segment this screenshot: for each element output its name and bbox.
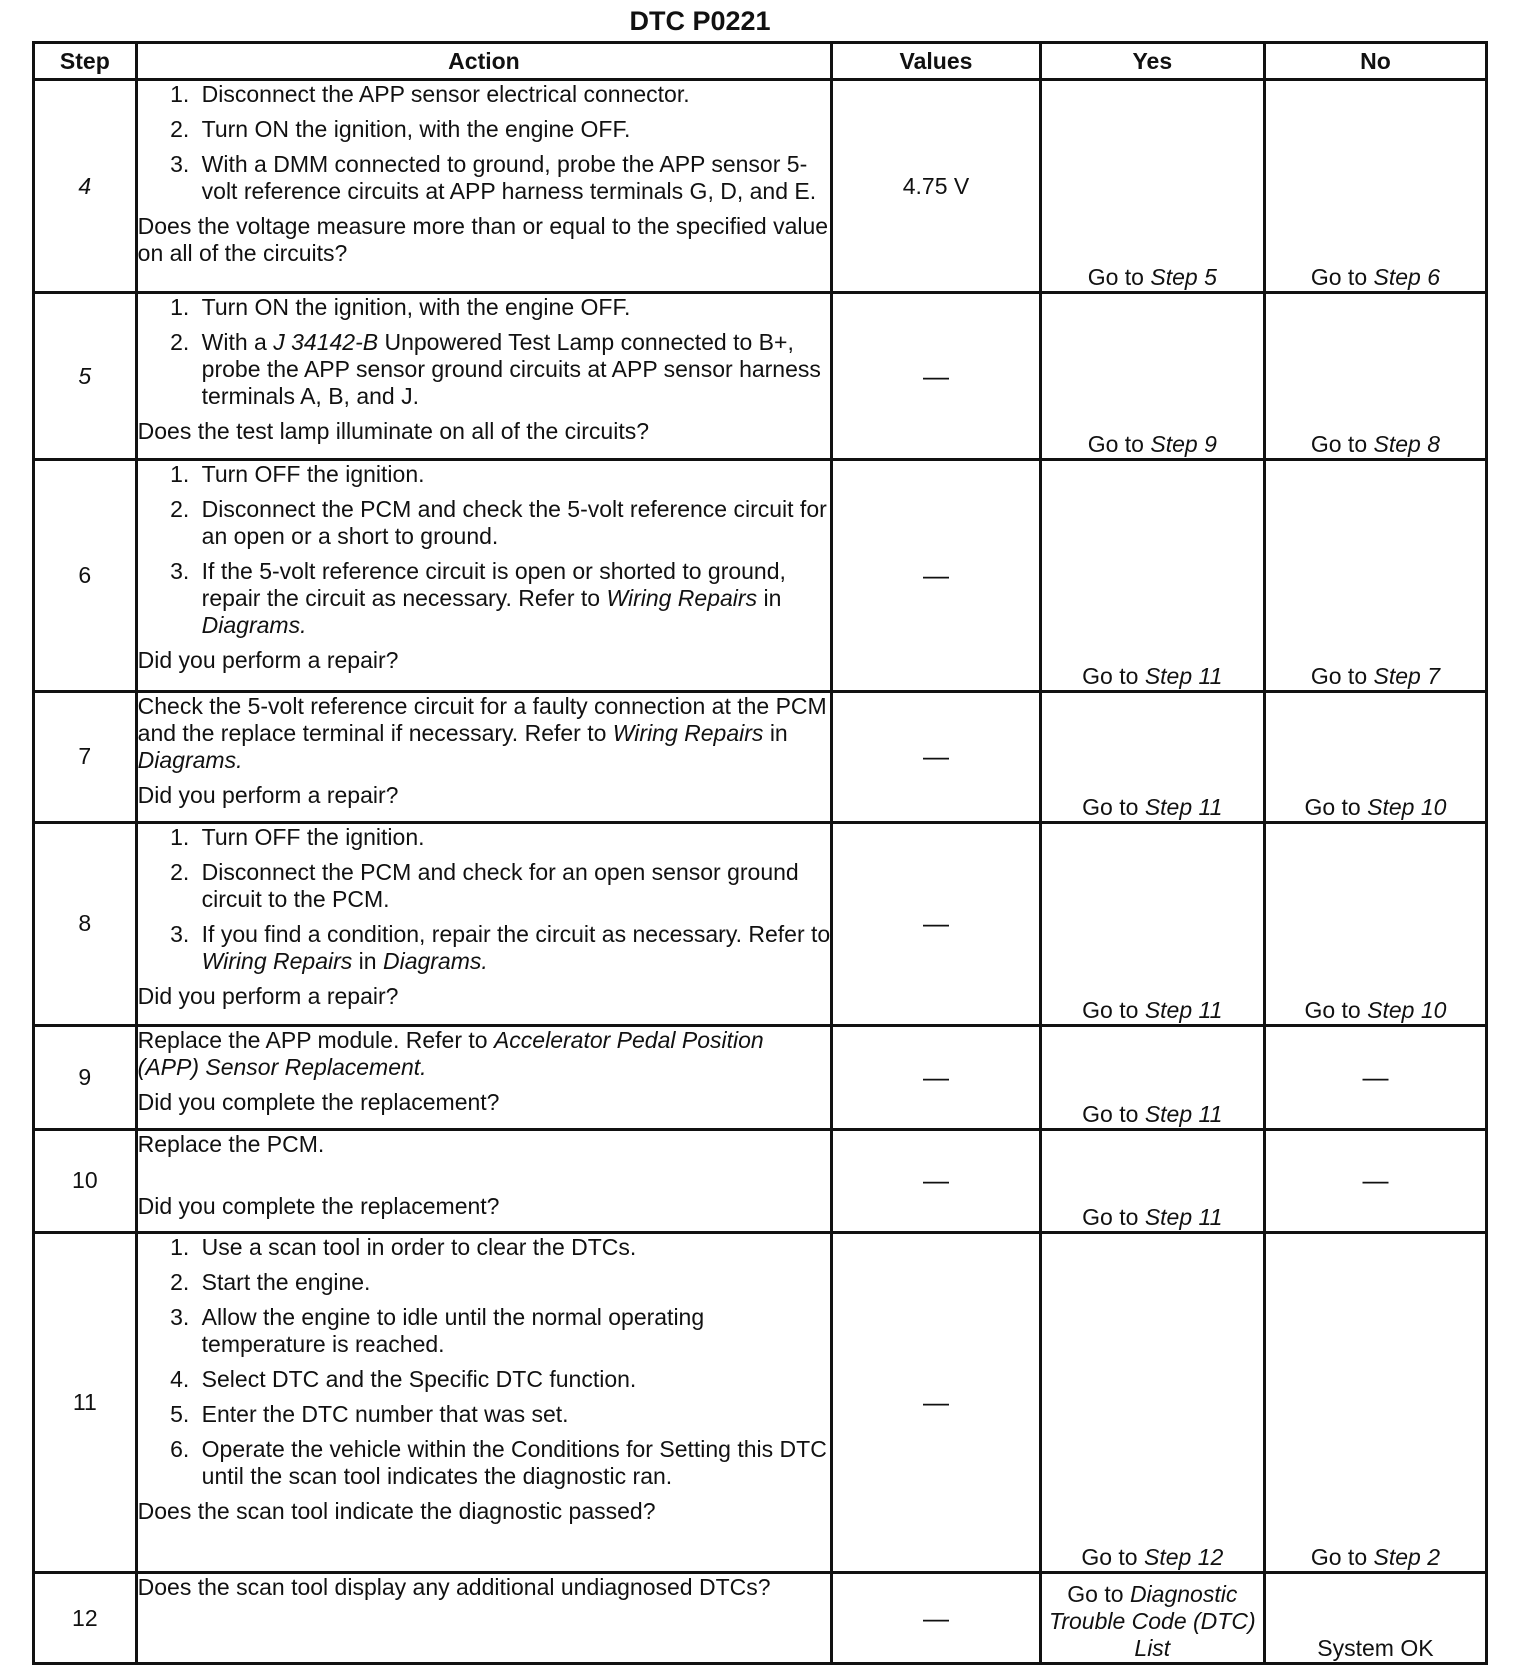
diagnostic-table bbox=[32, 41, 1488, 1665]
step-number: 4 bbox=[34, 80, 137, 293]
action-text: If the 5-volt reference circuit is open or shorted to ground, repair the circuit as necessary. Refer to bbox=[201, 558, 786, 612]
action-text: in bbox=[769, 719, 788, 746]
action-text: Replace the APP module. Refer to bbox=[137, 1026, 488, 1053]
no-cell bbox=[1264, 460, 1486, 691]
header-yes: Yes bbox=[1040, 43, 1264, 80]
action-item: 2. Disconnect the PCM and check the 5-volt reference circuit for an open or a short to ground. bbox=[196, 496, 831, 550]
action-text: If you find a condition, repair the circuit as necessary. Refer to bbox=[201, 920, 831, 947]
action-item: 1. Disconnect the APP sensor electrical connector. bbox=[196, 81, 831, 108]
header-step: Step bbox=[34, 43, 137, 80]
yes-cell bbox=[1040, 1573, 1264, 1664]
action-question: Does the test lamp illuminate on all of the circuits? bbox=[137, 418, 650, 445]
action-text: With a bbox=[201, 329, 267, 356]
goto-text: Go to bbox=[1082, 662, 1139, 689]
action-item: 3. With a DMM connected to ground, probe the APP sensor 5-volt reference circuits at APP harness terminals G, D, and E. bbox=[196, 151, 831, 205]
goto-text: Go to bbox=[1304, 793, 1361, 820]
step-link[interactable]: Step 9 bbox=[1150, 431, 1217, 458]
table-row bbox=[34, 1233, 1487, 1573]
goto-text: Go to bbox=[1310, 264, 1368, 291]
step-number: 5 bbox=[34, 293, 137, 460]
action-question: Did you complete the replacement? bbox=[137, 1088, 500, 1115]
yes-cell bbox=[1040, 1129, 1264, 1233]
no-cell: — bbox=[1264, 1025, 1486, 1129]
yes-cell bbox=[1040, 822, 1264, 1025]
step-number: 8 bbox=[34, 822, 137, 1025]
goto-text: Go to bbox=[1082, 996, 1139, 1023]
step-link[interactable]: Step 7 bbox=[1373, 662, 1441, 689]
table-row bbox=[34, 1025, 1487, 1129]
yes-cell bbox=[1040, 1025, 1264, 1129]
action-cell bbox=[136, 1233, 832, 1573]
action-cell bbox=[136, 1025, 832, 1129]
action-cell bbox=[136, 460, 832, 691]
step-link[interactable]: Step 12 bbox=[1143, 1544, 1224, 1571]
step-link[interactable]: Step 8 bbox=[1373, 431, 1441, 458]
no-cell bbox=[1264, 80, 1486, 293]
action-text: in bbox=[358, 947, 377, 974]
page-title: DTC P0221 bbox=[629, 6, 771, 36]
goto-text: Go to bbox=[1087, 431, 1144, 458]
table-row bbox=[34, 460, 1487, 691]
goto-text: Go to bbox=[1082, 793, 1139, 820]
step-link[interactable]: Step 5 bbox=[1150, 264, 1217, 291]
action-cell bbox=[136, 293, 832, 460]
step-number: 9 bbox=[34, 1025, 137, 1129]
value-cell: — bbox=[832, 460, 1040, 691]
goto-text: Go to bbox=[1310, 431, 1368, 458]
goto-text: Go to bbox=[1082, 1204, 1139, 1231]
step-number: 7 bbox=[34, 691, 137, 822]
value-cell: — bbox=[832, 1129, 1040, 1233]
step-number: 11 bbox=[34, 1233, 137, 1573]
step-link[interactable]: Step 10 bbox=[1367, 793, 1447, 820]
action-text: Unpowered Test Lamp connected to B+, probe the APP sensor ground circuits at APP sensor harness terminals A, B, and J. bbox=[201, 329, 821, 410]
action-item: 1. Turn OFF the ignition. bbox=[196, 461, 831, 488]
no-cell: System OK bbox=[1264, 1573, 1486, 1664]
action-item: 2. Turn ON the ignition, with the engine OFF. bbox=[196, 116, 831, 143]
value-cell: — bbox=[832, 691, 1040, 822]
action-question: Did you complete the replacement? bbox=[137, 1192, 500, 1219]
action-item: 2. Disconnect the PCM and check for an open sensor ground circuit to the PCM. bbox=[196, 859, 831, 913]
value-cell: — bbox=[832, 293, 1040, 460]
action-question: Did you perform a repair? bbox=[137, 647, 399, 674]
action-cell bbox=[136, 1129, 832, 1233]
action-item: 1. Use a scan tool in order to clear the DTCs. bbox=[196, 1234, 831, 1261]
goto-text: Go to bbox=[1082, 1100, 1139, 1127]
reference-link[interactable]: Wiring Repairs bbox=[606, 585, 758, 612]
no-cell bbox=[1264, 1233, 1486, 1573]
action-question: Does the scan tool display any additional undiagnosed DTCs? bbox=[137, 1574, 771, 1601]
reference-link[interactable]: Diagrams. bbox=[382, 947, 488, 974]
header-values: Values bbox=[832, 43, 1040, 80]
yes-cell bbox=[1040, 691, 1264, 822]
action-cell bbox=[136, 80, 832, 293]
goto-text: Go to bbox=[1304, 996, 1361, 1023]
goto-text: Go to bbox=[1087, 264, 1144, 291]
step-link[interactable]: Step 11 bbox=[1144, 1204, 1223, 1231]
action-item: 3. Allow the engine to idle until the normal operating temperature is reached. bbox=[196, 1304, 831, 1358]
step-link[interactable]: Step 11 bbox=[1144, 793, 1223, 820]
goto-text: Go to bbox=[1067, 1581, 1124, 1607]
reference-link[interactable]: Accelerator Pedal Position (APP) Sensor Replacement. bbox=[137, 1026, 764, 1080]
action-item: 1. Turn OFF the ignition. bbox=[196, 824, 831, 851]
action-item: 6. Operate the vehicle within the Conditions for Setting this DTC until the scan tool indicates the diagnostic ran. bbox=[196, 1436, 831, 1490]
no-cell bbox=[1264, 822, 1486, 1025]
action-question: Does the voltage measure more than or equal to the specified value on all of the circuits? bbox=[137, 213, 829, 266]
reference-link[interactable]: Wiring Repairs bbox=[612, 719, 764, 746]
action-question: Did you perform a repair? bbox=[137, 982, 399, 1009]
action-text: in bbox=[763, 585, 782, 612]
action-item bbox=[196, 558, 831, 639]
goto-text: Go to bbox=[1310, 662, 1368, 689]
action-cell bbox=[136, 691, 832, 822]
header-no: No bbox=[1264, 43, 1486, 80]
goto-text: Go to bbox=[1310, 1544, 1368, 1571]
action-cell bbox=[136, 1573, 832, 1664]
step-link[interactable]: Step 11 bbox=[1144, 662, 1223, 689]
step-number: 10 bbox=[34, 1129, 137, 1233]
action-item bbox=[196, 921, 831, 975]
value-cell: 4.75 V bbox=[832, 80, 1040, 293]
action-item: 2. Start the engine. bbox=[196, 1269, 831, 1296]
step-number: 12 bbox=[34, 1573, 137, 1664]
goto-text: Go to bbox=[1081, 1544, 1138, 1571]
header-action: Action bbox=[136, 43, 832, 80]
step-link[interactable]: Step 10 bbox=[1367, 996, 1447, 1023]
step-link[interactable]: Step 2 bbox=[1373, 1544, 1441, 1571]
action-cell bbox=[136, 822, 832, 1025]
reference-link[interactable]: Diagrams. bbox=[137, 746, 243, 773]
action-item bbox=[196, 329, 831, 410]
no-cell bbox=[1264, 691, 1486, 822]
yes-cell bbox=[1040, 293, 1264, 460]
action-text: Check the 5-volt reference circuit for a faulty connection at the PCM and the replace terminal if necessary. Refer to bbox=[137, 692, 827, 746]
table-row bbox=[34, 293, 1487, 460]
tool-name: J 34142-B bbox=[273, 329, 379, 356]
action-text: Replace the PCM. bbox=[137, 1130, 325, 1157]
table-row bbox=[34, 80, 1487, 293]
table-row bbox=[34, 691, 1487, 822]
action-item: 1. Turn ON the ignition, with the engine OFF. bbox=[196, 294, 831, 321]
action-item: 5. Enter the DTC number that was set. bbox=[196, 1401, 831, 1428]
dtc-list-link[interactable]: Diagnostic Trouble Code (DTC) List bbox=[1048, 1581, 1256, 1661]
reference-link[interactable]: Diagrams. bbox=[201, 612, 307, 639]
step-link[interactable]: Step 6 bbox=[1373, 264, 1441, 291]
value-cell: — bbox=[832, 1573, 1040, 1664]
step-number: 6 bbox=[34, 460, 137, 691]
table-row bbox=[34, 822, 1487, 1025]
yes-cell bbox=[1040, 460, 1264, 691]
value-cell: — bbox=[832, 1025, 1040, 1129]
reference-link[interactable]: Wiring Repairs bbox=[201, 947, 353, 974]
value-cell: — bbox=[832, 822, 1040, 1025]
no-cell bbox=[1264, 293, 1486, 460]
yes-cell bbox=[1040, 1233, 1264, 1573]
step-link[interactable]: Step 11 bbox=[1144, 1100, 1223, 1127]
no-cell: — bbox=[1264, 1129, 1486, 1233]
action-question: Does the scan tool indicate the diagnostic passed? bbox=[137, 1498, 656, 1525]
action-question: Did you perform a repair? bbox=[137, 781, 399, 808]
action-text bbox=[138, 1027, 831, 1081]
value-cell: — bbox=[832, 1233, 1040, 1573]
step-link[interactable]: Step 11 bbox=[1144, 996, 1223, 1023]
action-text bbox=[138, 693, 831, 774]
yes-cell bbox=[1040, 80, 1264, 293]
table-row bbox=[34, 1129, 1487, 1233]
header-row bbox=[34, 43, 1487, 80]
table-row bbox=[34, 1573, 1487, 1664]
action-item: 4. Select DTC and the Specific DTC function. bbox=[196, 1366, 831, 1393]
